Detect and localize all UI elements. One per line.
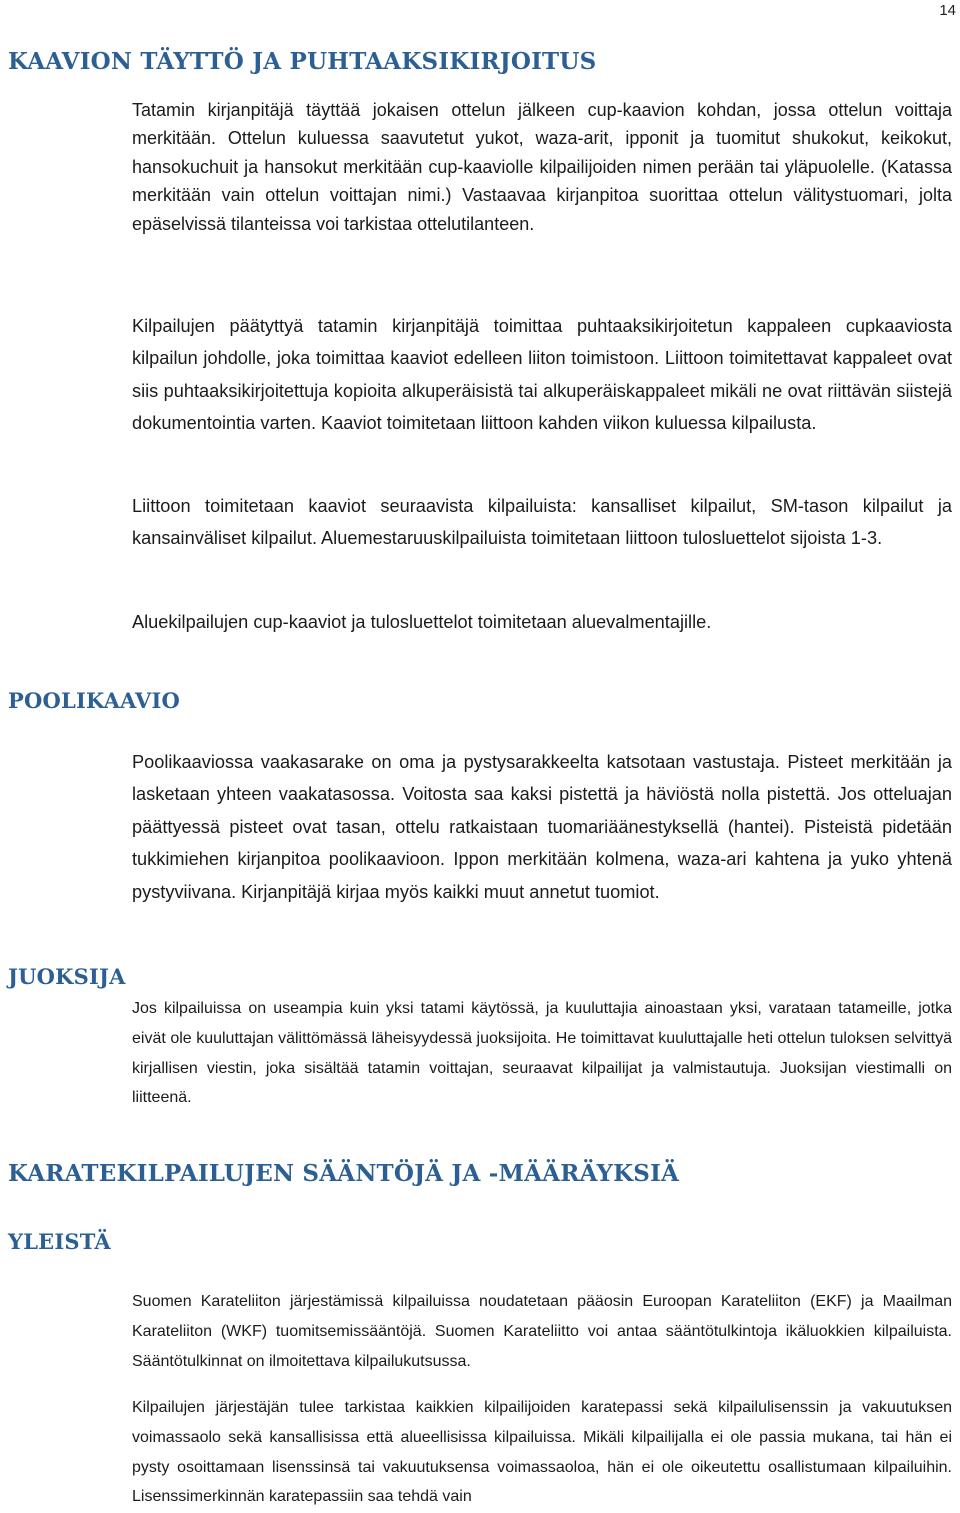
paragraph-kaavio-1: Tatamin kirjanpitäjä täyttää jokaisen ottelun jälkeen cup-kaavion kohdan, jossa ottelun voittaja merkitään. Ottelun kuluessa saavutetut yukot, waza-arit, ipponit ja tuomitut shukokut, keikokut, hansokuchuit ja hansokut merkitään cup-kaaviolle kilpailijoiden nimen perään tai yläpuolelle. (Katassa merkitään vain ottelun voittajan nimi.) Vastaavaa kirjanpitoa suorittaa ottelun välitystuomari, jolta epäselvissä tilanteissa voi tarkistaa ottelutilanteen.: [132, 100, 952, 234]
paragraph-yleista-1: Suomen Karateliiton järjestämissä kilpailuissa noudatetaan pääosin Euroopan Karateliiton (EKF) ja Maailman Karateliiton (WKF) tuomitsemissääntöjä. Suomen Karateliitto voi antaa sääntötulkintoja ikäluokkien kilpailuista. Sääntötulkinnat on ilmoitettava kilpailukutsussa.: [132, 1293, 952, 1370]
paragraph-juoksija: Jos kilpailuissa on useampia kuin yksi tatami käytössä, ja kuuluttajia ainoastaan yksi, varataan tatameille, jotka eivät ole kuuluttajan välittömässä läheisyydessä juoksijoita. He toimittavat kuuluttajalle heti ottelun tuloksen selvittyä kirjallisen viestin, joka sisältää tatamin voittajan, seuraavat kilpailijat ja valmistautuja. Juoksijan viestimalli on liitteenä.: [132, 1000, 952, 1107]
section-heading-kaavion-taytto: KAAVION TÄYTTÖ JA PUHTAAKSIKIRJOITUS: [8, 48, 597, 75]
paragraph-yleista-2: Kilpailujen järjestäjän tulee tarkistaa kaikkien kilpailijoiden karatepassi sekä kilpailulisenssin ja vakuutuksen voimassaolo sekä kansallisissa että alueellisissa kilpailuissa. Mikäli kilpailijalla ei ole passia mukana, tai hän ei pysty osoittamaan lisenssinsä tai vakuutuksensa voimassaoloa, hän ei ole oikeutettu osallistumaan kilpailuihin. Lisenssimerkinnän karatepassiin saa tehdä vain: [132, 1399, 952, 1506]
paragraph-kaavio-4: Aluekilpailujen cup-kaaviot ja tulosluettelot toimitetaan aluevalmentajille.: [132, 612, 712, 632]
section-heading-juoksija: JUOKSIJA: [8, 964, 126, 989]
section-heading-yleista: YLEISTÄ: [8, 1229, 111, 1254]
paragraph-poolikaavio: Poolikaaviossa vaakasarake on oma ja pystysarakkeelta katsotaan vastustaja. Pisteet merkitään ja lasketaan yhteen vaakatasossa. Voitosta saa kaksi pistettä ja häviöstä nolla pistettä. Jos otteluajan päättyessä pisteet ovat tasan, ottelu ratkaistaan tuomariäänestyksellä (hantei). Pisteistä pidetään tukkimiehen kirjanpitoa poolikaavioon. Ippon merkitään kolmena, waza-ari kahtena ja yuko yhtenä pystyviivana. Kirjanpitäjä kirjaa myös kaikki muut annetut tuomiot.: [132, 752, 952, 902]
paragraph-kaavio-2: Kilpailujen päätyttyä tatamin kirjanpitäjä toimittaa puhtaaksikirjoitetun kappaleen cupkaaviosta kilpailun johdolle, joka toimittaa kaaviot edelleen liiton toimistoon. Liittoon toimitettavat kappaleet ovat siis puhtaaksikirjoitettuja kopioita alkuperäisistä tai alkuperäiskappaleet mikäli ne ovat riittävän siistejä dokumentointia varten. Kaaviot toimitetaan liittoon kahden viikon kuluessa kilpailusta.: [132, 316, 952, 434]
section-heading-karatekilpailujen-saannot: KARATEKILPAILUJEN SÄÄNTÖJÄ JA -MÄÄRÄYKSIÄ: [8, 1160, 680, 1187]
page-number: 14: [939, 2, 956, 19]
paragraph-kaavio-3: Liittoon toimitetaan kaaviot seuraavista kilpailuista: kansalliset kilpailut, SM-tason kilpailut ja kansainväliset kilpailut. Aluemestaruuskilpailuista toimitetaan liittoon tulosluettelot sijoista 1-3.: [132, 496, 952, 549]
section-heading-poolikaavio: POOLIKAAVIO: [8, 688, 181, 713]
